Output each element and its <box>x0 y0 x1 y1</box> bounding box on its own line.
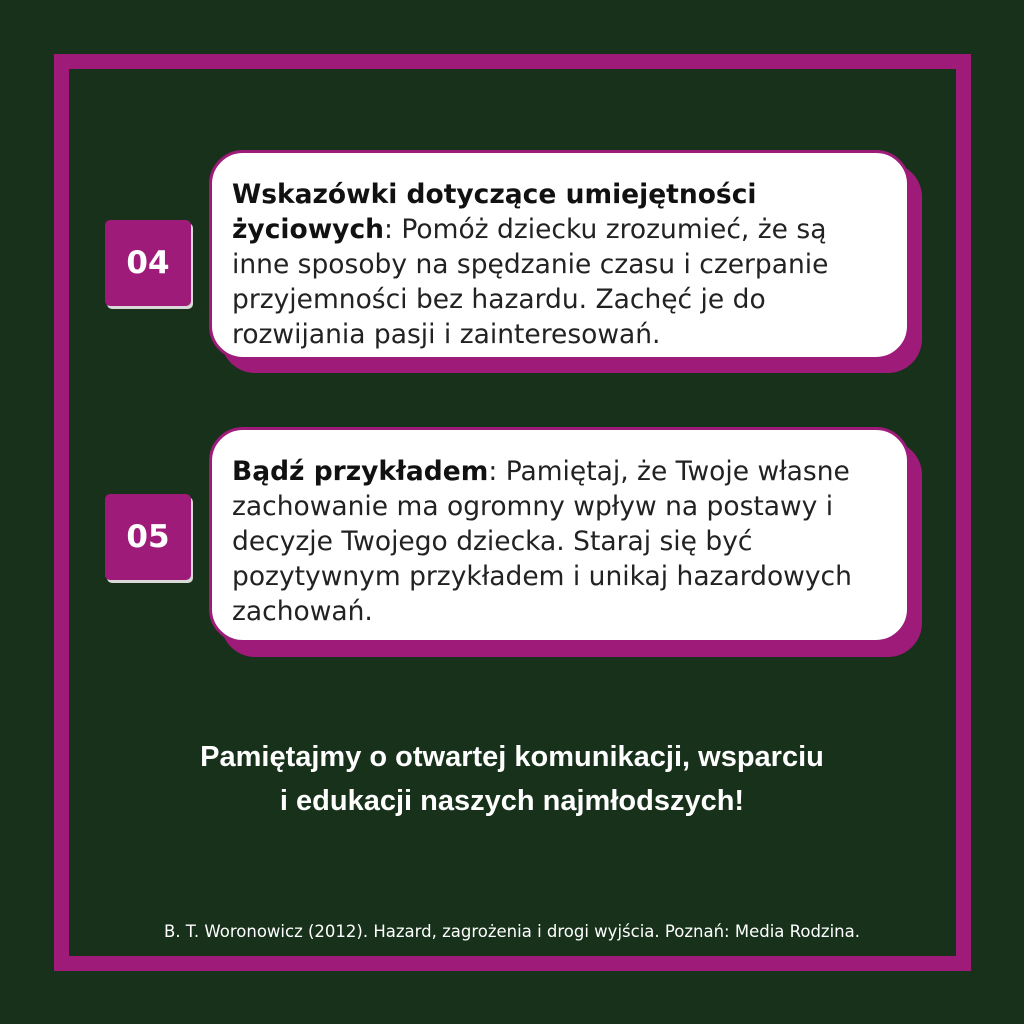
tip-body: : Pomóż dziecku zrozumieć, że są inne sposoby na spędzanie czasu i czerpanie przyjemności bez hazardu. Zachęć je do rozwijania pasji i zainteresowań. <box>232 214 829 350</box>
closing-message <box>80 735 944 823</box>
source-citation: B. T. Woronowicz (2012). Hazard, zagrożenia i drogi wyjścia. Poznań: Media Rodzina. <box>164 922 860 941</box>
tip-body: : Pamiętaj, że Twoje własne zachowanie ma ogromny wpływ na postawy i decyzje Twojego dziecka. Staraj się być pozytywnym przykładem i unikaj hazardowych zachowań. <box>232 456 852 627</box>
closing-line-1: Pamiętajmy o otwartej komunikacji, wsparciu <box>200 741 824 773</box>
tip-heading: Wskazówki dotyczące umiejętności życiowych <box>232 179 757 245</box>
tip-card-05 <box>209 427 910 643</box>
closing-line-2: i edukacji naszych najmłodszych! <box>279 785 745 817</box>
tip-heading: Bądź przykładem <box>232 456 489 487</box>
tip-number-badge-04: 04 <box>105 220 191 306</box>
tip-number-badge-05: 05 <box>105 494 191 580</box>
tip-card-04 <box>209 150 910 360</box>
